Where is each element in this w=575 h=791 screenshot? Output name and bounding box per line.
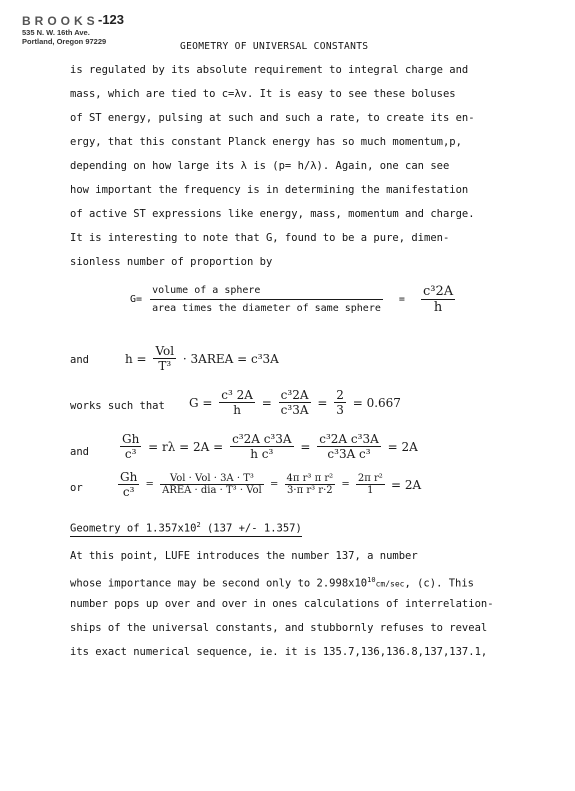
or-equation xyxy=(118,470,424,499)
text-line xyxy=(70,568,510,592)
text-line: of ST energy, pulsing at such and such a rate, to create its en- xyxy=(70,112,475,124)
g-definition-equation xyxy=(130,284,455,315)
text-line: At this point, LUFE introduces the number 137, a number xyxy=(70,550,418,562)
text-line: is regulated by its absolute requirement to integral charge and xyxy=(70,64,469,76)
g-numerator: volume of a sphere xyxy=(152,285,261,296)
gh-result: = 2A xyxy=(387,439,418,454)
gh-fraction-2 xyxy=(230,432,293,461)
gh-mid: = rλ = 2A = xyxy=(148,439,224,454)
g-rhs-numerator: c³2A xyxy=(422,284,454,299)
gh-f3-num: c³2A c³3A xyxy=(319,432,379,446)
gh-equation xyxy=(120,432,421,461)
handwritten-ref-number: -123 xyxy=(98,12,125,27)
or-f4-den: 1 xyxy=(356,484,385,496)
g-computation-equation xyxy=(186,388,404,417)
or-f1-num: Gh xyxy=(120,470,138,484)
h-lhs: h = xyxy=(125,351,147,366)
gh-f1-den: c³ xyxy=(120,446,141,461)
or-f2-num: Vol · Vol · 3A · T³ xyxy=(169,473,254,484)
text-line: mass, which are tied to c=λv. It is easy to see these boluses xyxy=(70,88,456,100)
g-rhs-fraction xyxy=(421,284,455,315)
or-fraction-2 xyxy=(160,473,264,496)
or-fraction-1 xyxy=(118,470,139,499)
text-segment: whose importance may be second only to 2.998x10 xyxy=(70,577,368,590)
stamp-address-line-2: Portland, Oregon 97229 xyxy=(22,37,107,46)
or-f2-den: AREA · dia · T³ · Vol xyxy=(162,485,262,496)
or-f3-den: 3·π r³ r·2 xyxy=(285,484,336,496)
h-rest: · 3AREA = c³3A xyxy=(182,351,279,366)
gh-fraction-3 xyxy=(317,432,380,461)
or-fraction-3 xyxy=(285,473,336,496)
section-heading-range: (137 +/- 1.357) xyxy=(200,522,302,535)
text-line: of active ST expressions like energy, mass, momentum and charge. xyxy=(70,208,475,220)
equals-sign: = xyxy=(300,439,311,454)
equals-sign: = xyxy=(317,395,328,410)
address-stamp xyxy=(22,14,106,46)
g-fraction xyxy=(150,285,383,314)
label-or: or xyxy=(70,482,83,494)
exponent: 10 xyxy=(367,576,376,584)
section-heading-text: Geometry of 1.357x10 xyxy=(70,522,197,535)
label-works-such-that: works such that xyxy=(70,400,165,412)
equals-sign: = xyxy=(261,395,272,410)
paragraph-3 xyxy=(70,544,510,664)
text-line: ergy, that this constant Planck energy has so much momentum,p, xyxy=(70,136,462,148)
stamp-name: BROOKS xyxy=(22,14,99,28)
text-line: its exact numerical sequence, ie. it is 135.7,136,136.8,137,137.1, xyxy=(70,646,488,658)
h-equation xyxy=(122,344,282,373)
equals-sign: = xyxy=(145,479,154,490)
g-equals: = xyxy=(398,294,405,305)
or-f4-num: 2π r² xyxy=(357,473,383,484)
g2-f3-num: 2 xyxy=(336,388,344,402)
g2-fraction-3 xyxy=(334,388,346,417)
h-fraction xyxy=(153,344,176,373)
unit-text: cm/sec xyxy=(375,579,405,589)
gh-f2-num: c³2A c³3A xyxy=(232,432,292,446)
g2-f1-num: c³ 2A xyxy=(221,388,253,402)
text-line: number pops up over and over in ones calculations of interrelation- xyxy=(70,598,494,610)
g-denominator: area times the diameter of same sphere xyxy=(150,299,383,314)
or-f3-num: 4π r³ π r² xyxy=(286,473,334,484)
gh-f2-den: h c³ xyxy=(230,446,293,461)
or-fraction-4 xyxy=(356,473,385,496)
equals-sign: = xyxy=(269,479,279,490)
g2-fraction-2 xyxy=(279,388,311,417)
gh-fraction-1 xyxy=(120,432,141,461)
h-denominator: T³ xyxy=(153,358,176,373)
gh-f1-num: Gh xyxy=(122,432,140,446)
text-line: depending on how large its λ is (p= h/λ). Again, one can see xyxy=(70,160,450,172)
g-lhs: G= xyxy=(130,294,143,305)
g2-f2-num: c³2A xyxy=(280,388,309,402)
g2-fraction-1 xyxy=(219,388,255,417)
label-and-2: and xyxy=(70,446,89,458)
section-heading-exponent: 2 xyxy=(196,521,201,529)
label-and-1: and xyxy=(70,354,89,366)
stamp-address-line-1: 535 N. W. 16th Ave. xyxy=(22,28,90,37)
section-heading xyxy=(70,521,302,537)
g2-result: = 0.667 xyxy=(352,395,401,410)
paragraph-2 xyxy=(70,226,510,274)
text-segment: , (c). This xyxy=(404,577,475,590)
text-line: ships of the universal constants, and stubbornly refuses to reveal xyxy=(70,622,488,634)
text-line: sionless number of proportion by xyxy=(70,256,273,268)
equals-sign: = xyxy=(341,479,350,490)
or-result: = 2A xyxy=(391,477,422,492)
g2-lhs: G = xyxy=(189,395,213,410)
paragraph-1 xyxy=(70,58,510,226)
text-line: how important the frequency is in determining the manifestation xyxy=(70,184,469,196)
document-title: GEOMETRY OF UNIVERSAL CONSTANTS xyxy=(180,41,369,52)
g2-f2-den: c³3A xyxy=(280,403,309,417)
gh-f3-den: c³3A c³ xyxy=(317,446,380,461)
g2-f1-den: h xyxy=(219,402,255,417)
g-rhs-denominator: h xyxy=(421,299,455,315)
h-numerator: Vol xyxy=(155,344,175,358)
or-f1-den: c³ xyxy=(118,484,139,499)
g2-f3-den: 3 xyxy=(336,403,344,417)
text-line: It is interesting to note that G, found to be a pure, dimen- xyxy=(70,232,450,244)
